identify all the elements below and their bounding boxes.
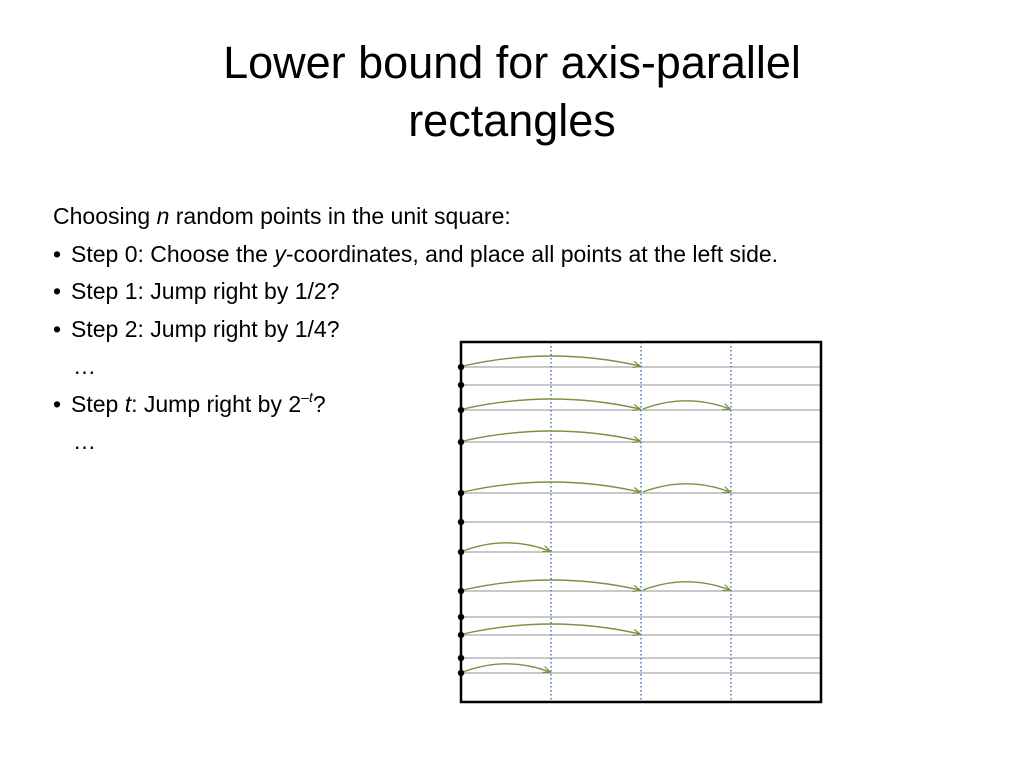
bullet-step-0: [53, 236, 993, 274]
point-marker: [458, 439, 464, 445]
jump-arrow: [643, 484, 730, 492]
exponent-variable: t: [308, 388, 313, 405]
intro-suffix: random points in the unit square:: [169, 203, 511, 229]
stept-prefix: Step: [71, 390, 125, 417]
jump-arrow: [643, 401, 730, 409]
point-marker: [458, 588, 464, 594]
intro-prefix: Choosing: [53, 203, 157, 229]
ellipsis-2: …: [73, 428, 96, 454]
point-marker: [458, 519, 464, 525]
jump-arrow: [463, 356, 640, 366]
step1-text: Step 1: Jump right by 1/2?: [71, 278, 340, 304]
bullet-icon: •: [53, 390, 62, 417]
title-line-1: Lower bound for axis-parallel: [223, 37, 801, 88]
stept-variable: t: [124, 390, 132, 417]
jump-arrow: [463, 664, 550, 672]
point-marker: [458, 382, 464, 388]
point-marker: [458, 549, 464, 555]
step2-text: Step 2: Jump right by 1/4?: [71, 315, 340, 342]
jump-arrow: [463, 624, 640, 634]
jump-arrows: [463, 356, 730, 672]
unit-square-figure: [445, 335, 835, 710]
bullet-icon: •: [53, 240, 62, 267]
point-marker: [458, 614, 464, 620]
bullet-icon: •: [53, 315, 62, 342]
exponent-minus: –: [301, 388, 309, 405]
jump-arrow: [643, 582, 730, 590]
ellipsis-1: …: [73, 353, 96, 379]
stept-exponent: [301, 389, 313, 405]
bullet-icon: •: [53, 278, 62, 304]
stept-end: ?: [312, 390, 326, 417]
point-marker: [458, 655, 464, 661]
point-marker: [458, 490, 464, 496]
step0-variable: y: [274, 240, 286, 267]
point-marker: [458, 364, 464, 370]
point-marker: [458, 632, 464, 638]
intro-variable: n: [156, 203, 170, 229]
bullet-step-1: [53, 273, 993, 311]
title-line-2: rectangles: [408, 95, 616, 146]
jump-arrow: [463, 543, 550, 551]
intro-line: [53, 198, 993, 236]
step0-suffix: -coordinates, and place all points at the left side.: [285, 240, 779, 267]
step0-prefix: Step 0: Choose the: [71, 240, 275, 267]
slide-title: [112, 34, 912, 150]
point-marker: [458, 407, 464, 413]
point-marker: [458, 670, 464, 676]
jump-arrow: [463, 580, 640, 590]
stept-mid: : Jump right by 2: [131, 390, 302, 417]
